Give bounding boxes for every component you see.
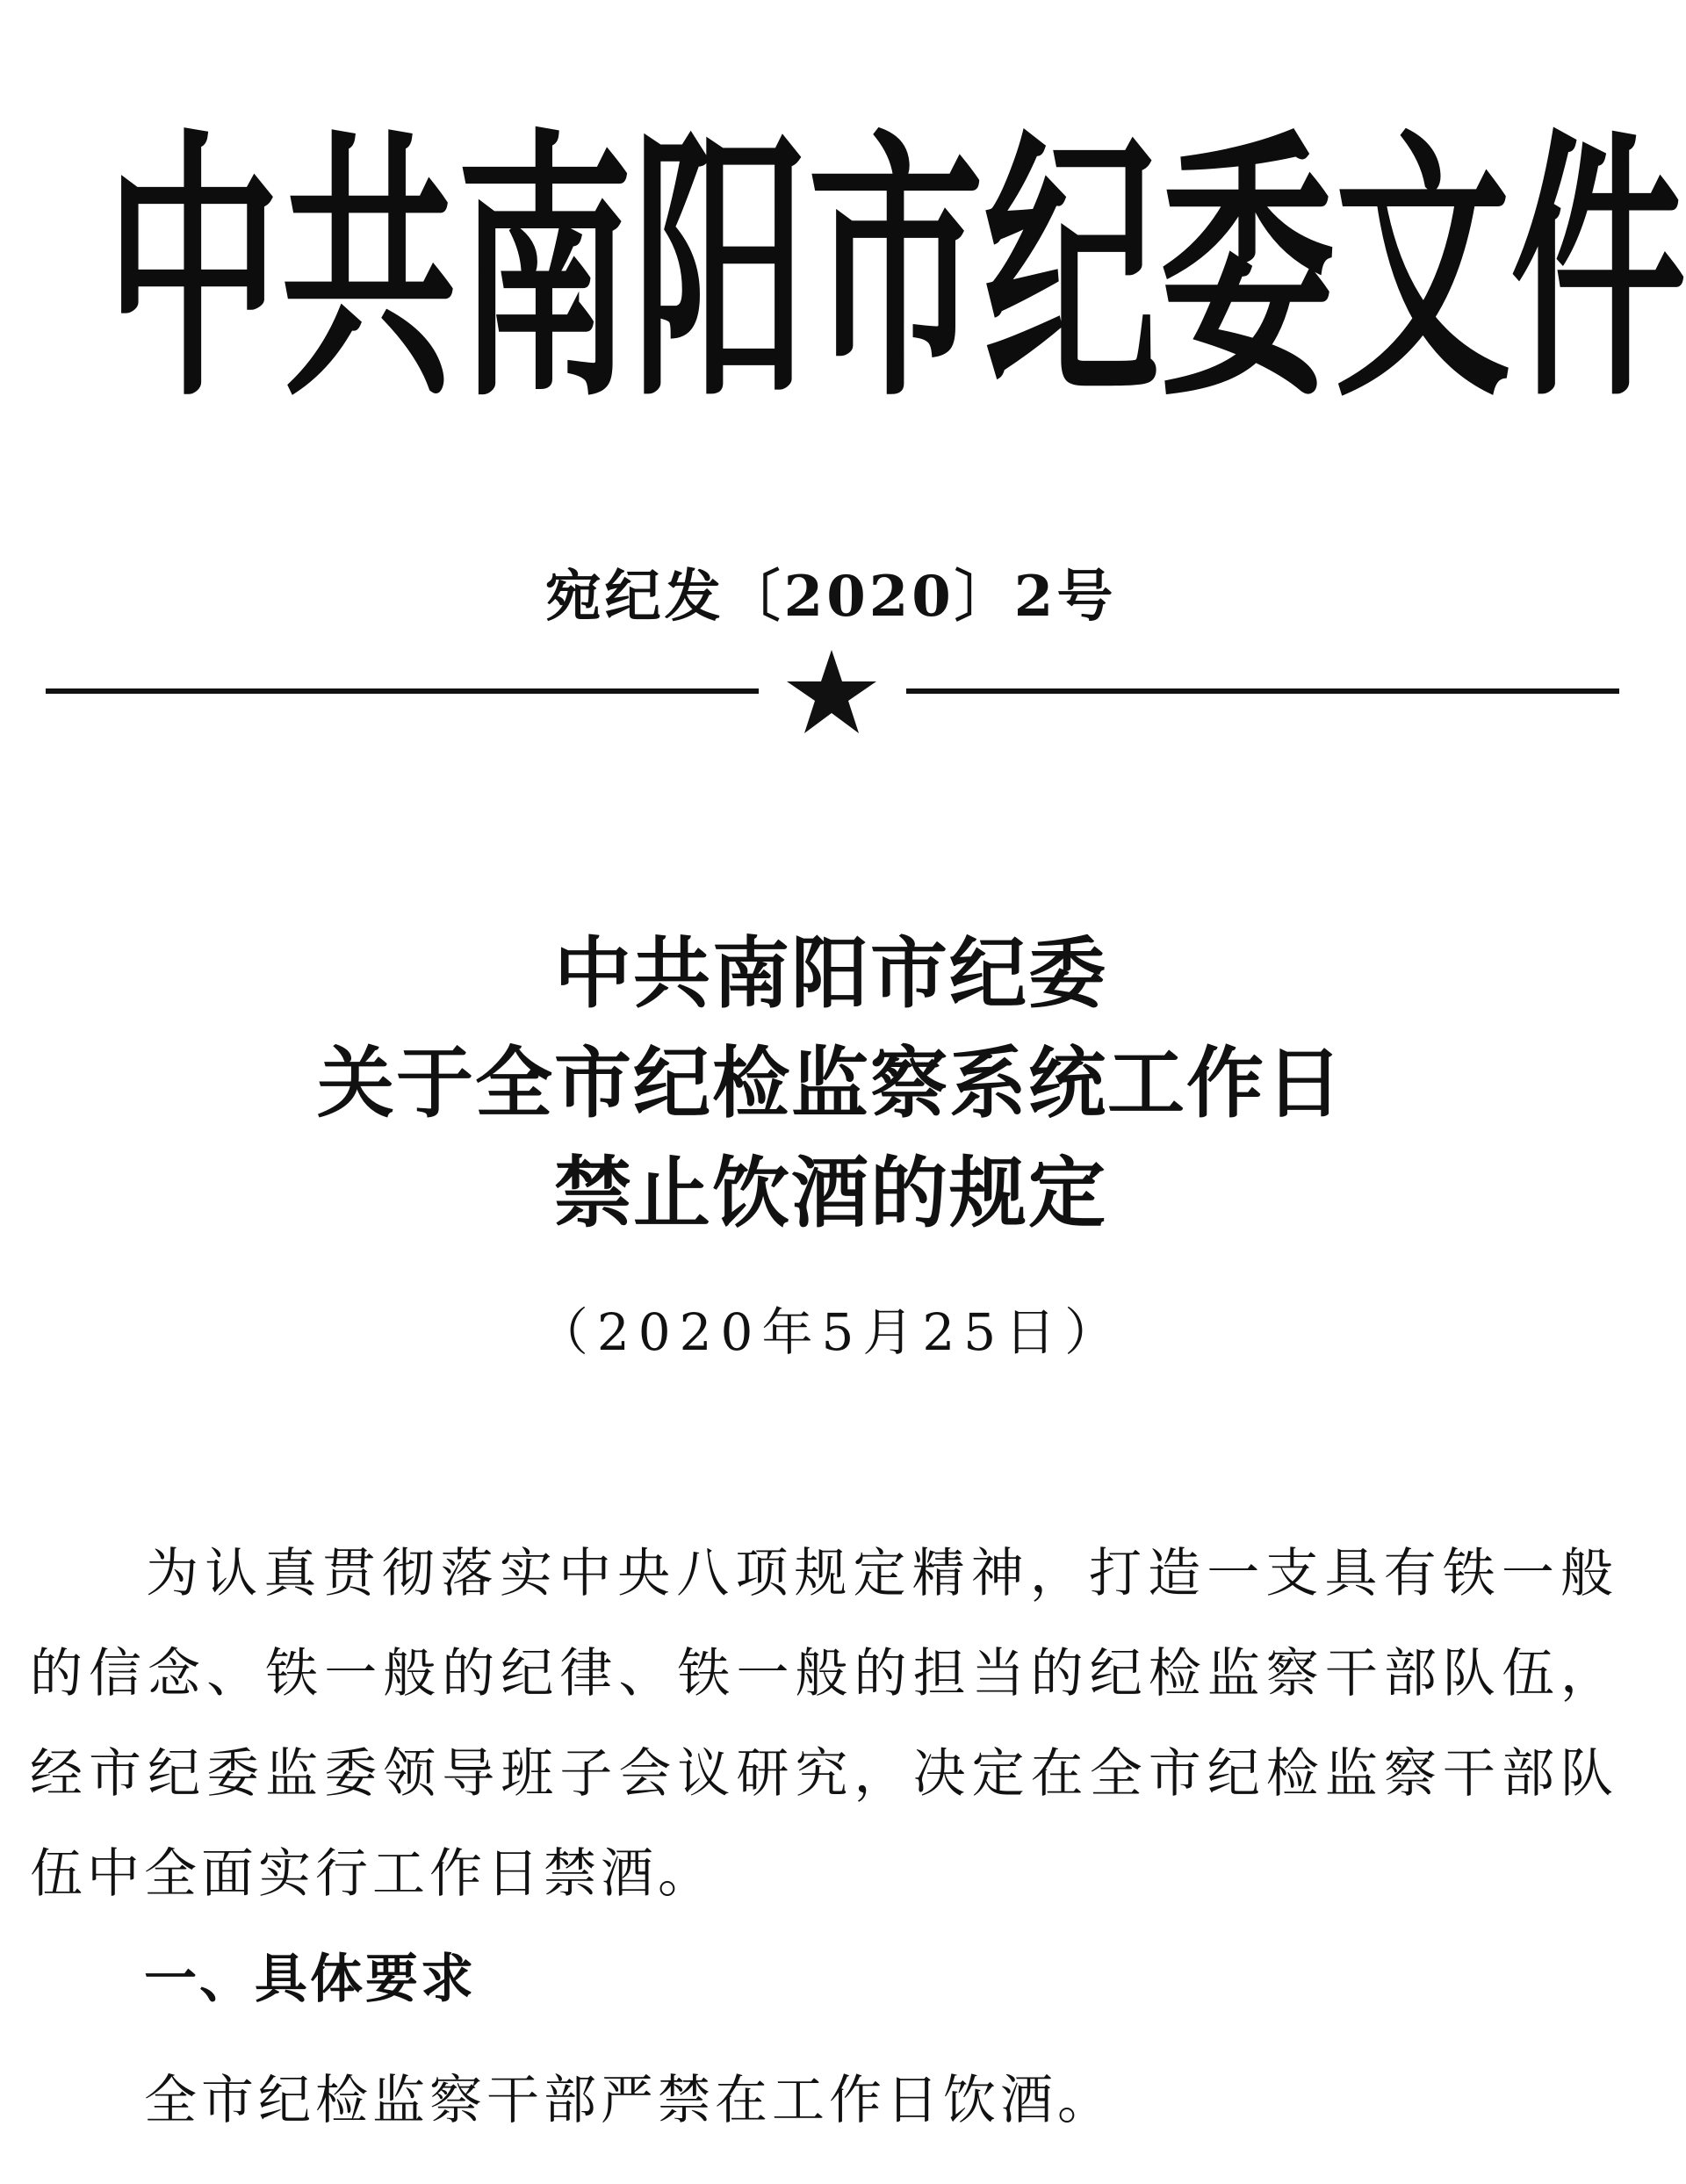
section-text: 全市纪检监察干部严禁在工作日饮酒。 [144,2070,1114,2131]
document-title-line-1: 中共南阳市纪委 [553,928,1107,1019]
separator-line-left [46,688,759,694]
masthead-char: 阳 [632,107,809,436]
masthead-char: 中 [105,107,282,436]
masthead-char: 文 [1335,107,1511,436]
document-title-line-2: 关于全市纪检监察系统工作日 [316,1038,1344,1128]
body-paragraph-text: 为认真贯彻落实中央八项规定精神，打造一支具有铁一般的信念、铁一般的纪律、铁一般的担当的纪检监察干部队伍，经市纪委监委领导班子会议研究，决定在全市纪检监察干部队伍中全面实行工作日禁酒。 [30,1543,1618,1905]
separator-line-right [906,688,1619,694]
star-icon [783,648,880,736]
masthead-char: 纪 [984,107,1160,436]
body-paragraph [30,1524,1618,1924]
document-date: （2020年5月25日） [537,1302,1125,1362]
masthead-char: 委 [1159,107,1336,436]
masthead-char: 市 [808,107,984,436]
masthead-title [105,107,1686,436]
document-number: 宛纪发〔2020〕2号 [544,564,1117,630]
masthead-char: 南 [457,107,633,436]
document-title-line-3: 禁止饮酒的规定 [553,1148,1107,1238]
masthead-char: 件 [1510,107,1686,436]
section-heading: 一、具体要求 [144,1949,476,2010]
masthead-char: 共 [281,107,458,436]
